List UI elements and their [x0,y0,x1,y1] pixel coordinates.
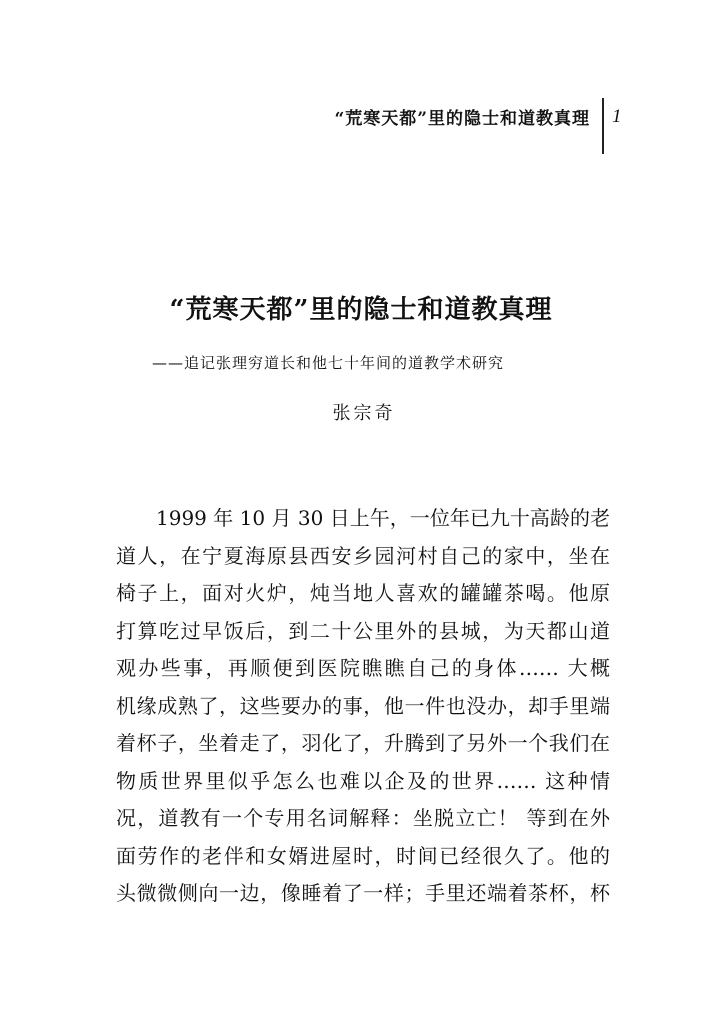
body-line: 着杯子，坐着走了，羽化了，升腾到了另外一个我们在 [116,731,610,755]
body-line: 况，道教有一个专用名词解释：坐脱立亡！ 等到在外 [116,806,610,830]
body-line: 椅子上，面对火炉，炖当地人喜欢的罐罐茶喝。他原 [116,581,610,605]
body-line: 机缘成熟了，这些要办的事，他一件也没办，却手里端 [116,693,610,718]
body-paragraph [116,500,610,913]
article-subtitle: ——追记张理穷道长和他七十年间的道教学术研究 [152,354,505,372]
article-title: “荒寒天都”里的隐士和道教真理 [169,295,553,325]
body-line: 物质世界里似乎怎么也难以企及的世界…… 这种情 [116,768,610,793]
body-line: 头微微侧向一边，像睡着了一样；手里还端着茶杯，杯 [116,881,610,905]
page-number: 1 [612,106,622,127]
article-author: 张宗奇 [332,403,396,424]
body-line: 观办些事，再顺便到医院瞧瞧自己的身体…… 大概 [116,656,610,680]
header-rule [602,98,604,154]
body-line: 1999 年 10 月 30 日上午，一位年已九十高龄的老 [156,506,610,530]
body-line: 打算吃过早饭后，到二十公里外的县城，为天都山道 [116,618,610,643]
running-head-title: “荒寒天都”里的隐士和道教真理 [334,109,590,129]
body-line: 道人，在宁夏海原县西安乡园河村自己的家中，坐在 [116,543,610,568]
body-line: 面劳作的老伴和女婿进屋时，时间已经很久了。他的 [116,843,610,868]
